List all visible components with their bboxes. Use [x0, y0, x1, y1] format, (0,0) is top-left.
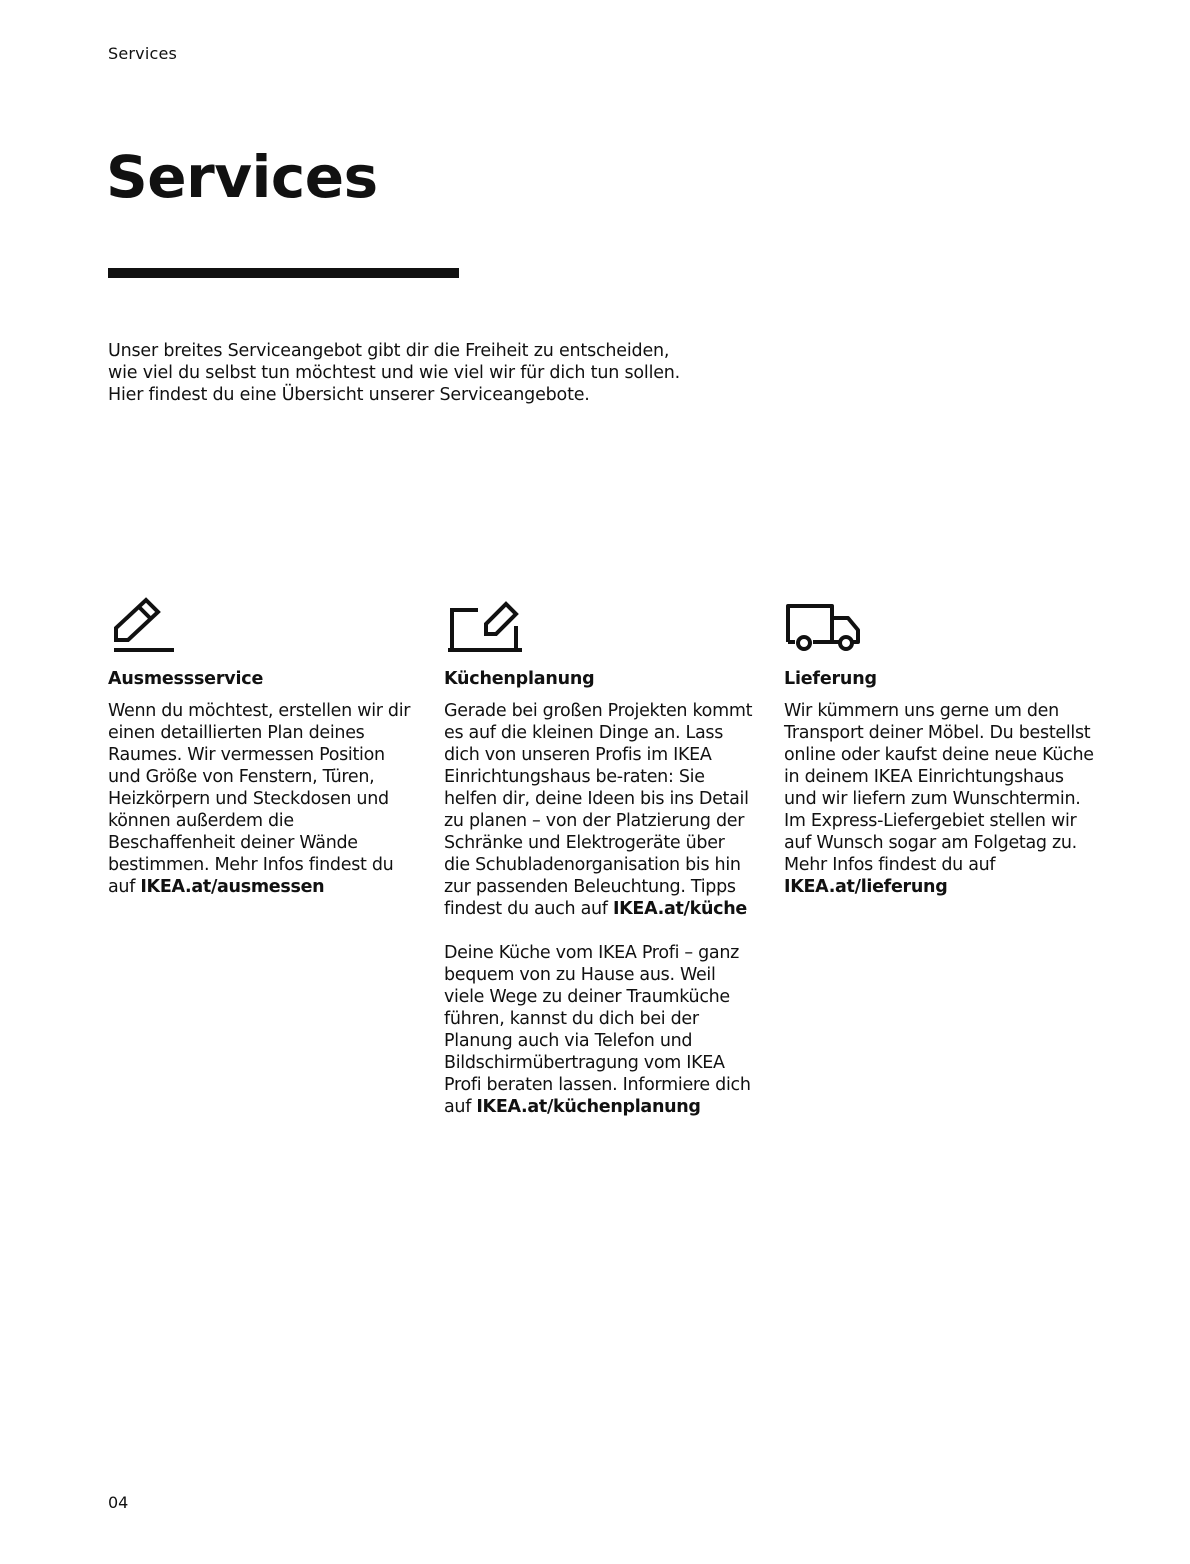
intro-line: Hier findest du eine Übersicht unserer Serviceangebote. — [108, 385, 590, 405]
intro-line: wie viel du selbst tun möchtest und wie viel wir für dich tun sollen. — [108, 363, 681, 383]
running-header: Services — [108, 44, 178, 63]
service-link-kuechenplanung[interactable]: IKEA.at/küchenplanung — [476, 1097, 701, 1117]
page-title: Services — [106, 143, 378, 211]
service-link-kueche[interactable]: IKEA.at/küche — [612, 899, 747, 919]
title-underline-rule — [108, 268, 459, 278]
service-description — [108, 700, 418, 898]
kitchen-planning-icon — [444, 596, 754, 658]
service-link-ausmessen[interactable]: IKEA.at/ausmessen — [140, 877, 325, 897]
intro-text — [108, 340, 708, 406]
page-number: 04 — [108, 1493, 129, 1512]
intro-line: Unser breites Serviceangebot gibt dir die Freiheit zu entscheiden, — [108, 341, 670, 361]
delivery-truck-icon — [784, 596, 1094, 658]
service-link-lieferung[interactable]: IKEA.at/lieferung — [784, 877, 948, 897]
description-text: Gerade bei großen Projekten kommt es auf die kleinen Dinge an. Lass dich von unseren Profis im IKEA Einrichtungshaus be-raten: Sie helfen dir, deine Ideen bis ins Detail zu planen – von der Platzierung der Schränke und Elektrogeräte über die Schubladenorganisation bis hin zur passenden Beleuchtung. Tipps findest du auch auf — [444, 701, 753, 919]
service-lieferung — [784, 596, 1094, 898]
description-text: Deine Küche vom IKEA Profi – ganz bequem von zu Hause aus. Weil viele Wege zu deiner Traumküche führen, kannst du dich bei der Planung auch via Telefon und Bildschirmübertragung vom IKEA Profi beraten lassen. Informiere dich auf — [444, 943, 751, 1117]
service-kuechenplanung — [444, 596, 754, 1118]
service-description — [784, 700, 1094, 898]
service-description — [444, 942, 754, 1118]
pencil-icon — [108, 596, 418, 658]
description-text: Wir kümmern uns gerne um den Transport deiner Möbel. Du bestellst online oder kaufst deine neue Küche in deinem IKEA Einrichtungshaus und wir liefern zum Wunschtermin. Im Express-Liefergebiet stellen wir auf Wunsch sogar am Folgetag zu. Mehr Infos findest du auf — [784, 701, 1094, 875]
service-description — [444, 700, 754, 920]
service-title: Ausmessservice — [108, 669, 264, 689]
service-title: Lieferung — [784, 669, 877, 689]
service-ausmessservice — [108, 596, 418, 898]
service-title: Küchenplanung — [444, 669, 595, 689]
description-text: Wenn du möchtest, erstellen wir dir einen detaillierten Plan deines Raumes. Wir vermessen Position und Größe von Fenstern, Türen, Heizkörpern und Steckdosen und können außerdem die Beschaffenheit deiner Wände bestimmen. Mehr Infos findest du auf — [108, 701, 411, 897]
